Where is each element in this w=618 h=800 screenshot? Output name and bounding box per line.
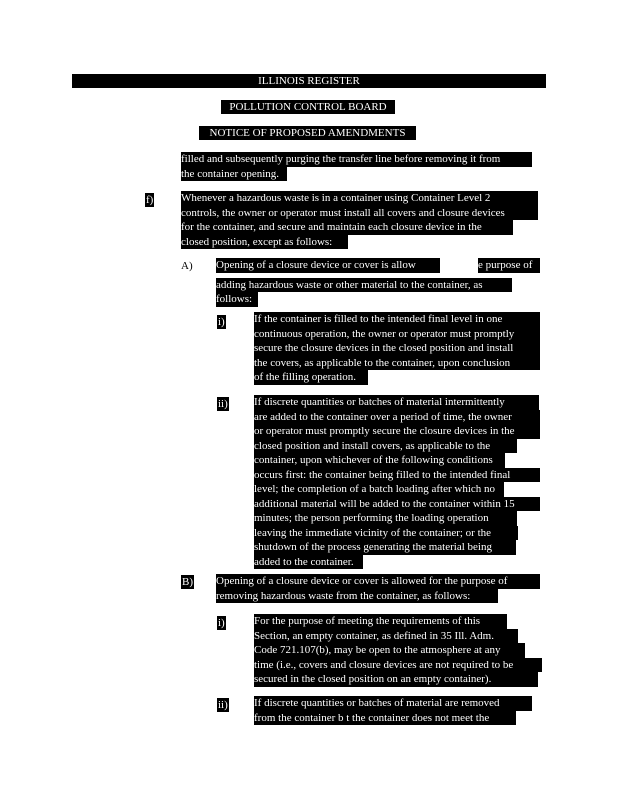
text-line: controls, the owner or operator must install all covers and closure devices bbox=[181, 206, 538, 221]
board-title: POLLUTION CONTROL BOARD bbox=[221, 100, 395, 114]
text-line: time (i.e., covers and closure devices are not required to be bbox=[254, 658, 542, 673]
text-line: adding hazardous waste or other material to the container, as bbox=[216, 278, 512, 293]
text-line: secured in the closed position on an empty container). bbox=[254, 672, 538, 687]
text-line: occurs first: the container being filled to the intended final bbox=[254, 468, 540, 483]
text-line: If discrete quantities or batches of material are removed bbox=[254, 696, 532, 711]
item-A-i-label: i) bbox=[218, 316, 225, 328]
text-line: closed position and install covers, as applicable to the bbox=[254, 439, 517, 454]
text-line: closed position, except as follows: bbox=[181, 235, 348, 250]
item-B-i-label: i) bbox=[218, 617, 225, 629]
text-line: If the container is filled to the intended final level in one bbox=[254, 312, 540, 327]
text-line: are added to the container over a period of time, the owner bbox=[254, 410, 540, 425]
register-title: ILLINOIS REGISTER bbox=[72, 75, 546, 87]
text-line: removing hazardous waste from the container, as follows: bbox=[216, 589, 498, 604]
item-f-text bbox=[181, 191, 538, 249]
text-line: added to the container. bbox=[254, 555, 363, 570]
item-A-ii-label: ii) bbox=[218, 398, 228, 410]
text-line: additional material will be added to the container within 15 bbox=[254, 497, 540, 512]
text-line: from the container b t the container does not meet the bbox=[254, 711, 516, 726]
header-bottom-rule bbox=[72, 87, 546, 88]
text-line: Opening of a closure device or cover is allowed for the purpose of bbox=[216, 574, 540, 589]
text-line: leaving the immediate vicinity of the container; or the bbox=[254, 526, 518, 541]
continuation-paragraph bbox=[181, 152, 532, 181]
text-line: secure the closure devices in the closed position and install bbox=[254, 341, 540, 356]
text-line: If discrete quantities or batches of material intermittently bbox=[254, 395, 539, 410]
item-f-label: f) bbox=[146, 194, 154, 206]
item-B-ii-label: ii) bbox=[218, 699, 228, 711]
item-B-label: B) bbox=[182, 576, 193, 588]
item-A-i-text bbox=[254, 312, 540, 385]
item-A-ii-text bbox=[254, 395, 540, 569]
text-line: minutes; the person performing the loading operation bbox=[254, 511, 517, 526]
text-line: Whenever a hazardous waste is in a container using Container Level 2 bbox=[181, 191, 538, 206]
item-A-label: A) bbox=[181, 260, 193, 272]
item-B-text bbox=[216, 574, 540, 603]
text-line: follows: bbox=[216, 292, 258, 307]
text-line: the container opening. bbox=[181, 167, 287, 182]
text-line: Code 721.107(b), may be open to the atmosphere at any bbox=[254, 643, 525, 658]
text-line-part: e purpose of bbox=[478, 258, 540, 273]
text-line: Section, an empty container, as defined in 35 Ill. Adm. bbox=[254, 629, 518, 644]
text-line: the covers, as applicable to the container, upon conclusion bbox=[254, 356, 540, 371]
text-line: shutdown of the process generating the material being bbox=[254, 540, 516, 555]
text-line: container, upon whichever of the following conditions bbox=[254, 453, 505, 468]
notice-title: NOTICE OF PROPOSED AMENDMENTS bbox=[199, 126, 416, 140]
text-line: For the purpose of meeting the requirements of this bbox=[254, 614, 507, 629]
text-line: filled and subsequently purging the transfer line before removing it from bbox=[181, 152, 532, 167]
item-B-i-text bbox=[254, 614, 542, 687]
item-A-text bbox=[216, 258, 540, 307]
text-line: or operator must promptly secure the closure devices in the bbox=[254, 424, 540, 439]
text-line: for the container, and secure and maintain each closure device in the bbox=[181, 220, 513, 235]
text-line: of the filling operation. bbox=[254, 370, 368, 385]
text-line: level; the completion of a batch loading after which no bbox=[254, 482, 504, 497]
item-B-ii-text bbox=[254, 696, 532, 725]
text-line-part: Opening of a closure device or cover is allow bbox=[216, 258, 440, 273]
text-line: continuous operation, the owner or operator must promptly bbox=[254, 327, 540, 342]
